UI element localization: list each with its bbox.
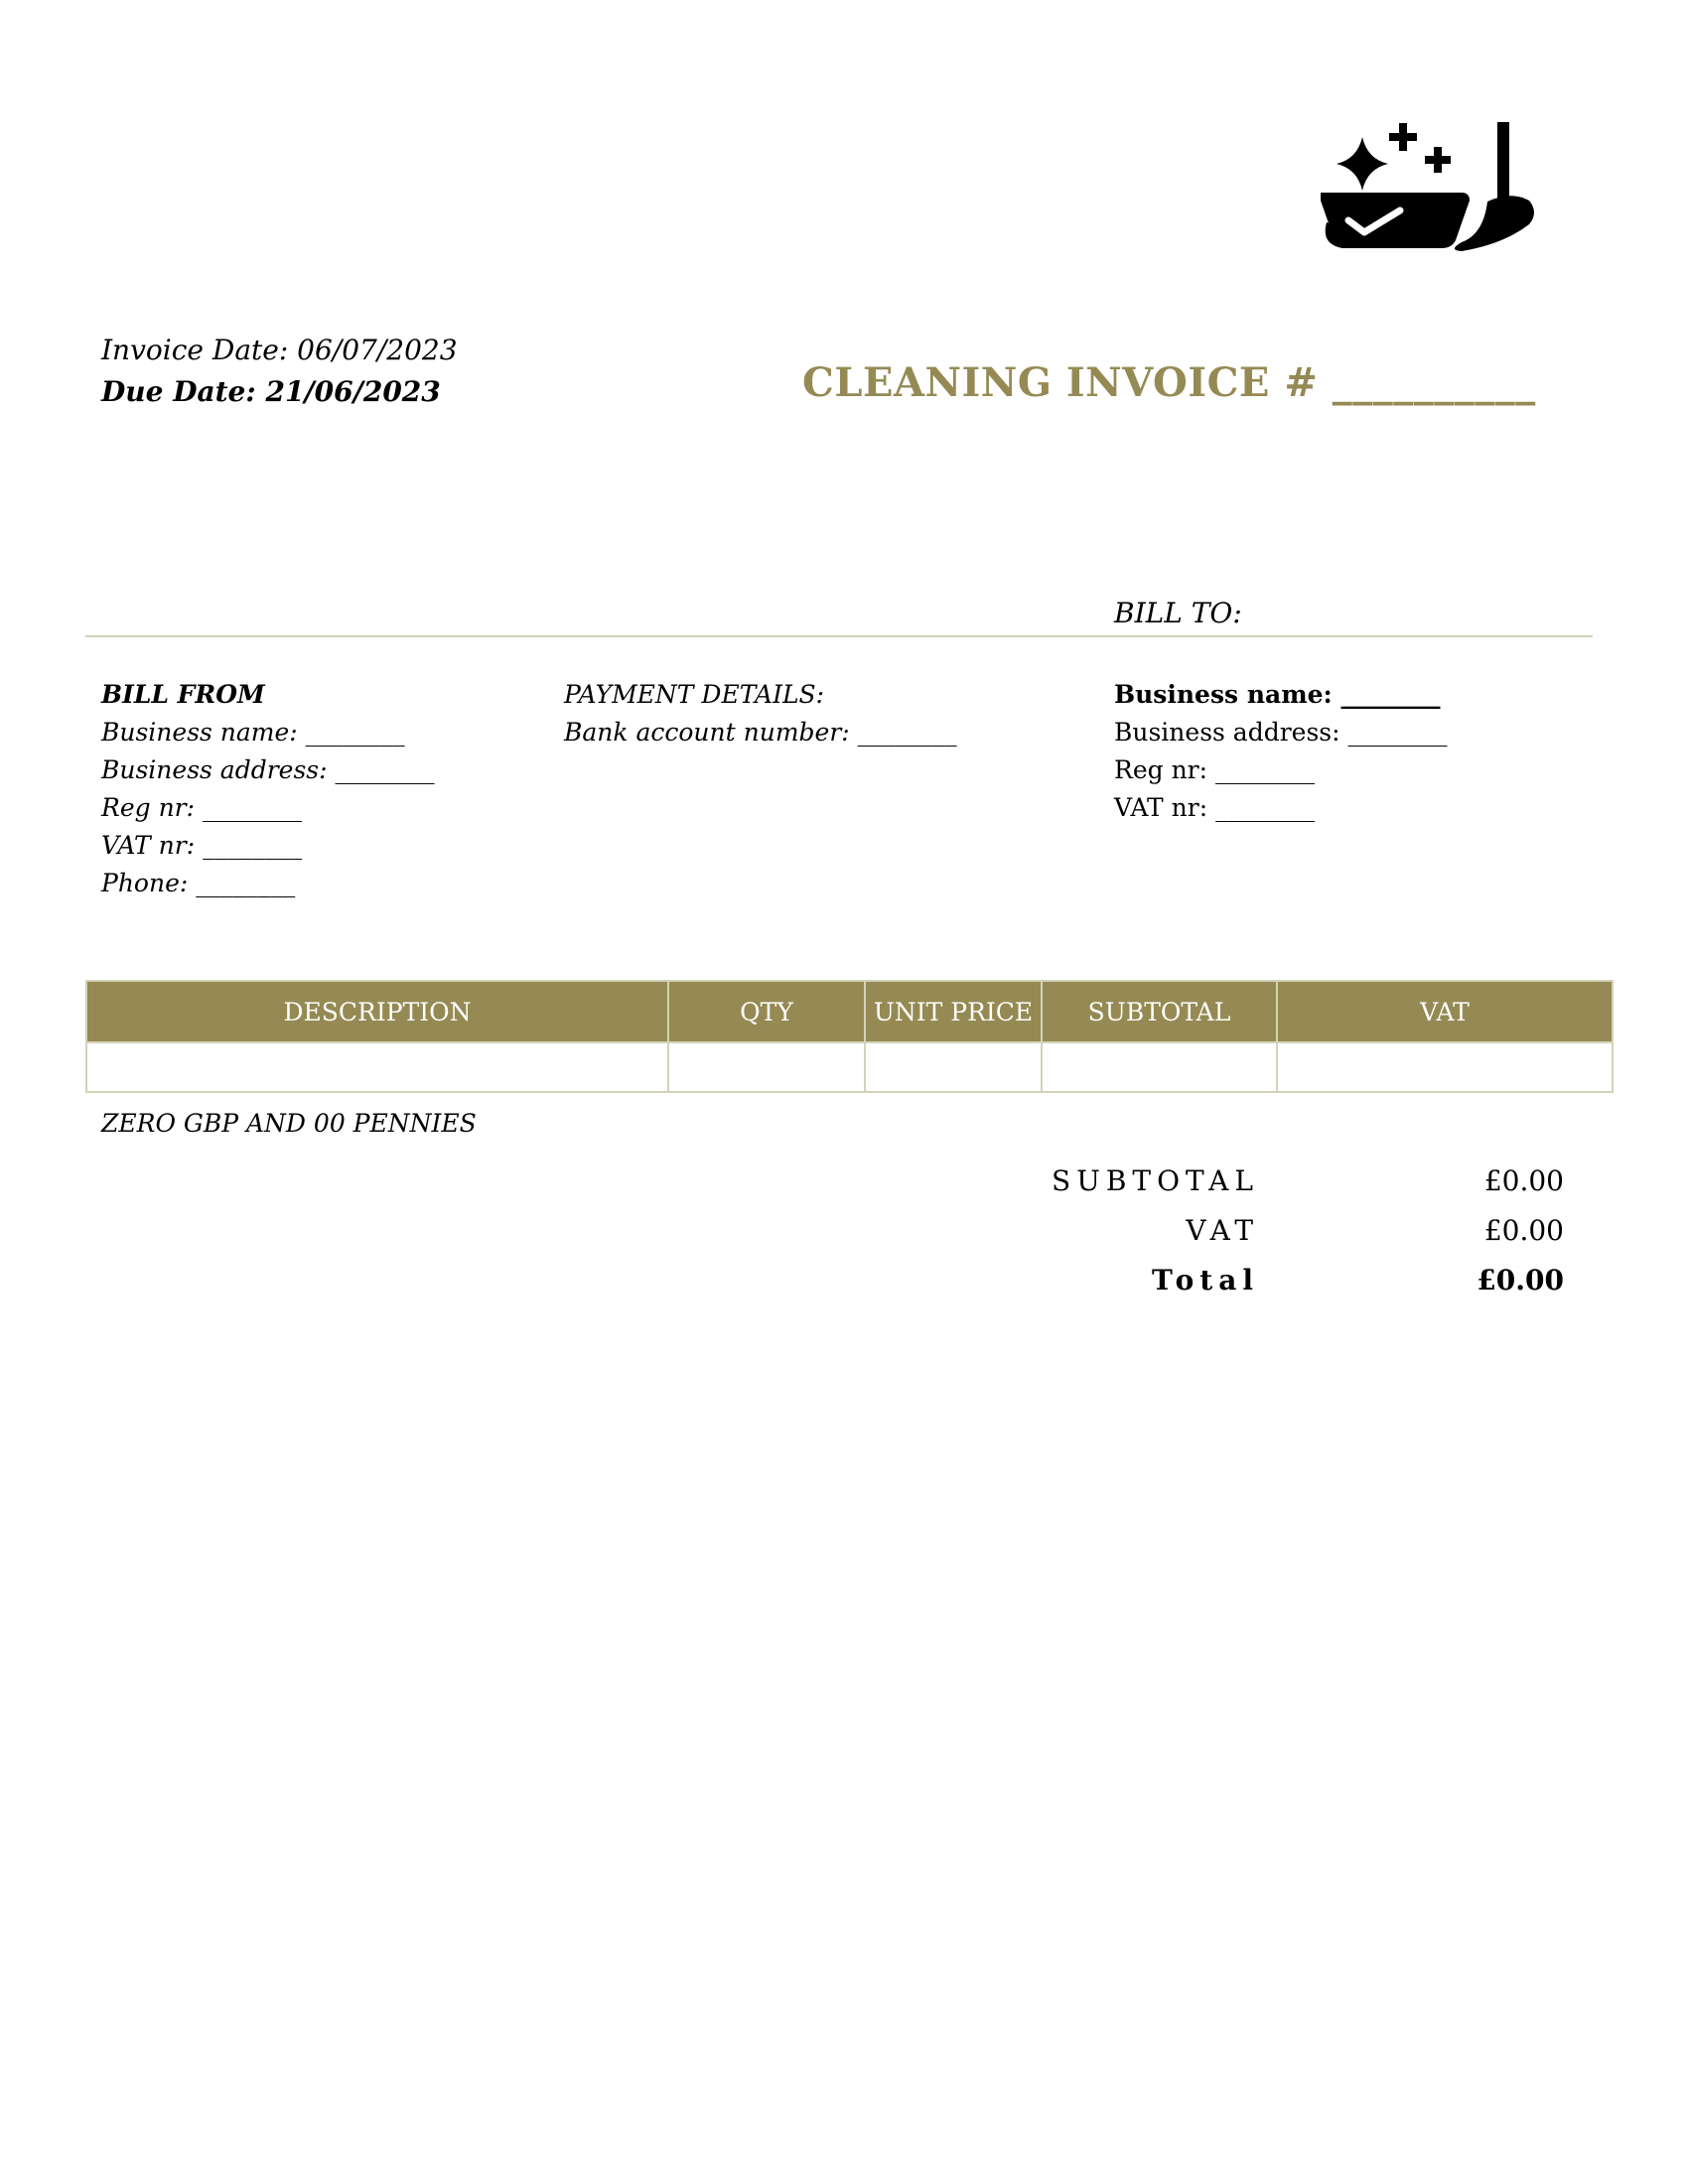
bill-from-phone: Phone: ________: [101, 869, 296, 897]
column-header-unit-price: UNIT PRICE: [865, 981, 1042, 1042]
invoice-date: Invoice Date: 06/07/2023: [101, 334, 458, 366]
table-row: [86, 1042, 1613, 1092]
bill-to-reg-nr: Reg nr: ________: [1114, 755, 1315, 784]
vat-value: £0.00: [1483, 1214, 1564, 1247]
bill-from-vat-nr: VAT nr: ________: [101, 831, 303, 860]
bill-to-heading: BILL TO:: [1114, 597, 1242, 629]
cell-vat: [1277, 1042, 1613, 1092]
bank-account-number: Bank account number: ________: [564, 718, 957, 747]
column-header-vat: VAT: [1277, 981, 1613, 1042]
bill-from-business-address: Business address: ________: [101, 755, 435, 784]
invoice-dates: [101, 330, 458, 413]
total-label: Total: [1151, 1264, 1259, 1297]
bill-to-business-address: Business address: ________: [1114, 718, 1448, 747]
table-header-row: [86, 981, 1613, 1042]
column-header-subtotal: SUBTOTAL: [1042, 981, 1277, 1042]
bill-to-business-name: Business name: ________: [1114, 680, 1441, 709]
vat-label: VAT: [1186, 1214, 1259, 1247]
amount-in-words: ZERO GBP AND 00 PENNIES: [101, 1109, 477, 1138]
column-header-description: DESCRIPTION: [86, 981, 668, 1042]
section-divider: [85, 635, 1593, 637]
bill-to-block: [1114, 676, 1448, 827]
column-header-qty: QTY: [668, 981, 865, 1042]
subtotal-value: £0.00: [1483, 1164, 1564, 1197]
cell-qty: [668, 1042, 865, 1092]
payment-details-heading: PAYMENT DETAILS:: [564, 680, 825, 709]
payment-details-block: [564, 676, 957, 751]
bill-from-business-name: Business name: ________: [101, 718, 405, 747]
bill-to-vat-nr: VAT nr: ________: [1114, 793, 1316, 822]
bill-from-reg-nr: Reg nr: ________: [101, 793, 302, 822]
cell-description: [86, 1042, 668, 1092]
due-date: Due Date: 21/06/2023: [101, 375, 441, 408]
bill-from-block: [101, 676, 435, 902]
items-table: [85, 980, 1614, 1093]
total-value: £0.00: [1477, 1264, 1564, 1297]
subtotal-label: SUBTOTAL: [1052, 1164, 1259, 1197]
cell-unit-price: [865, 1042, 1042, 1092]
cell-subtotal: [1042, 1042, 1277, 1092]
cleaning-bucket-broom-icon: [1313, 117, 1551, 256]
invoice-title: CLEANING INVOICE # __________: [802, 359, 1536, 406]
bill-from-heading: BILL FROM: [101, 680, 265, 709]
